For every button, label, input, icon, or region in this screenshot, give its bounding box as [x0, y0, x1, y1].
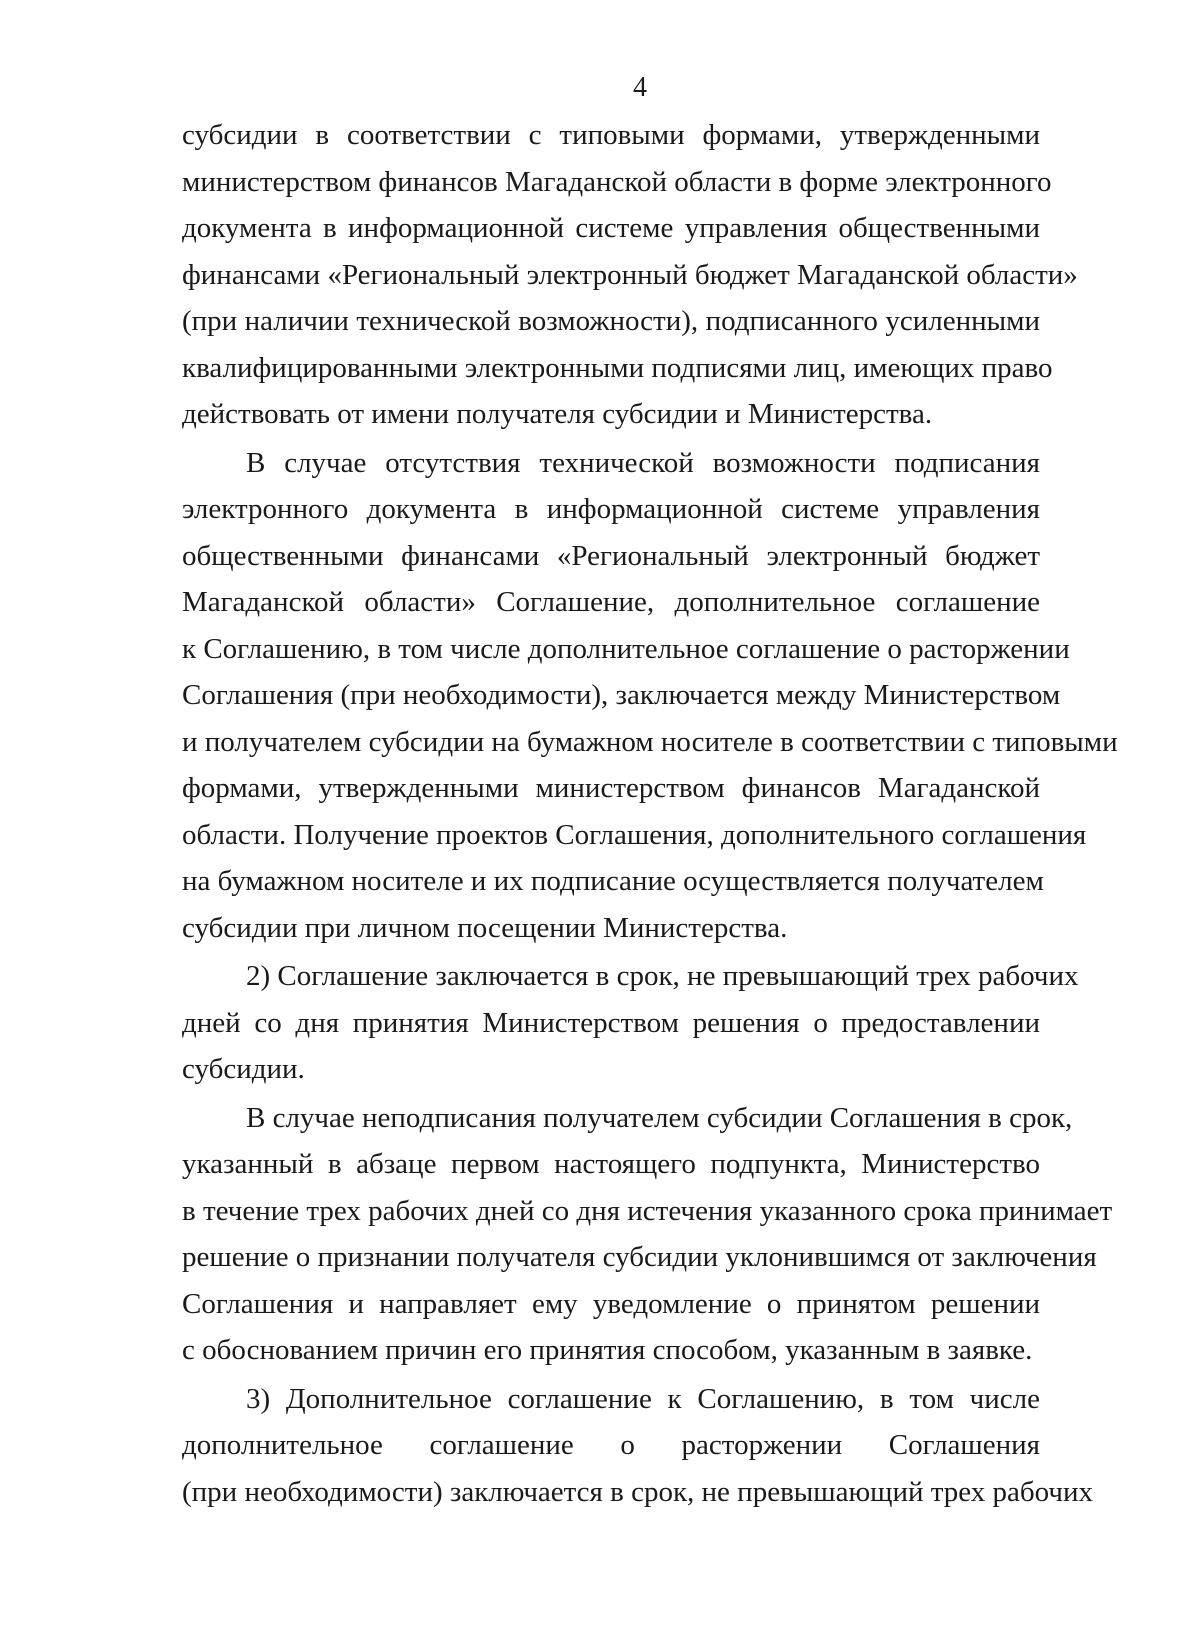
text-line: В случае неподписания получателем субсидии Соглашения в срок,	[246, 1101, 1073, 1134]
text-line: общественными финансами «Региональный электронный бюджет	[182, 539, 1040, 572]
text-line: (при необходимости) заключается в срок, не превышающий трех рабочих	[182, 1475, 1093, 1508]
text-line: В случае отсутствия технической возможности подписания	[246, 446, 1040, 479]
text-line: в течение трех рабочих дней со дня истечения указанного срока принимает	[182, 1194, 1113, 1227]
paragraph	[182, 440, 1118, 952]
text-line: 2) Соглашение заключается в срок, не превышающий трех рабочих	[246, 960, 1079, 992]
text-line: области. Получение проектов Соглашения, дополнительного соглашения	[182, 818, 1087, 851]
text-line: электронного документа в информационной системе управления	[182, 493, 1040, 525]
text-line: документа в информационной системе управления общественными	[182, 212, 1040, 244]
text-line: указанный в абзаце первом настоящего подпункта, Министерство	[182, 1148, 1040, 1180]
text-line: и получателем субсидии на бумажном носителе в соответствии с типовыми	[182, 725, 1118, 758]
text-line: субсидии при личном посещении Министерства.	[182, 911, 788, 944]
text-line: финансами «Региональный электронный бюджет Магаданской области»	[182, 258, 1078, 291]
text-line: дополнительное соглашение о расторжении Соглашения	[182, 1429, 1040, 1461]
text-line: дней со дня принятия Министерством решения о предоставлении	[182, 1006, 1040, 1039]
text-line: с обоснованием причин его принятия способом, указанным в заявке.	[182, 1334, 1033, 1366]
text-line: 3) Дополнительное соглашение к Соглашению, в том числе	[246, 1382, 1040, 1415]
text-line: Магаданской области» Соглашение, дополнительное соглашение	[182, 586, 1040, 618]
text-line: действовать от имени получателя субсидии и Министерства.	[182, 398, 933, 430]
paragraph	[182, 1095, 1113, 1374]
text-line: субсидии в соответствии с типовыми формами, утвержденными	[182, 119, 1040, 151]
paragraph	[182, 1376, 1093, 1516]
text-line: Соглашения (при необходимости), заключается между Министерством	[182, 679, 1061, 711]
text-line: (при наличии технической возможности), подписанного усиленными	[182, 305, 1040, 337]
page-number: 4	[633, 72, 647, 103]
text-line: субсидии.	[182, 1053, 305, 1085]
paragraph	[182, 112, 1078, 438]
document-body	[182, 112, 1118, 1517]
text-line: формами, утвержденными министерством финансов Магаданской	[182, 772, 1040, 804]
text-line: к Соглашению, в том числе дополнительное соглашение о расторжении	[182, 632, 1070, 665]
text-line: решение о признании получателя субсидии уклонившимся от заключения	[182, 1241, 1097, 1273]
paragraph-gap	[182, 1515, 1040, 1517]
text-line: на бумажном носителе и их подписание осуществляется получателем	[182, 865, 1044, 897]
paragraph	[182, 953, 1079, 1093]
text-line: квалифицированными электронными подписями лиц, имеющих право	[182, 351, 1053, 384]
text-line: министерством финансов Магаданской области в форме электронного	[182, 165, 1052, 198]
text-line: Соглашения и направляет ему уведомление о принятом решении	[182, 1287, 1040, 1320]
